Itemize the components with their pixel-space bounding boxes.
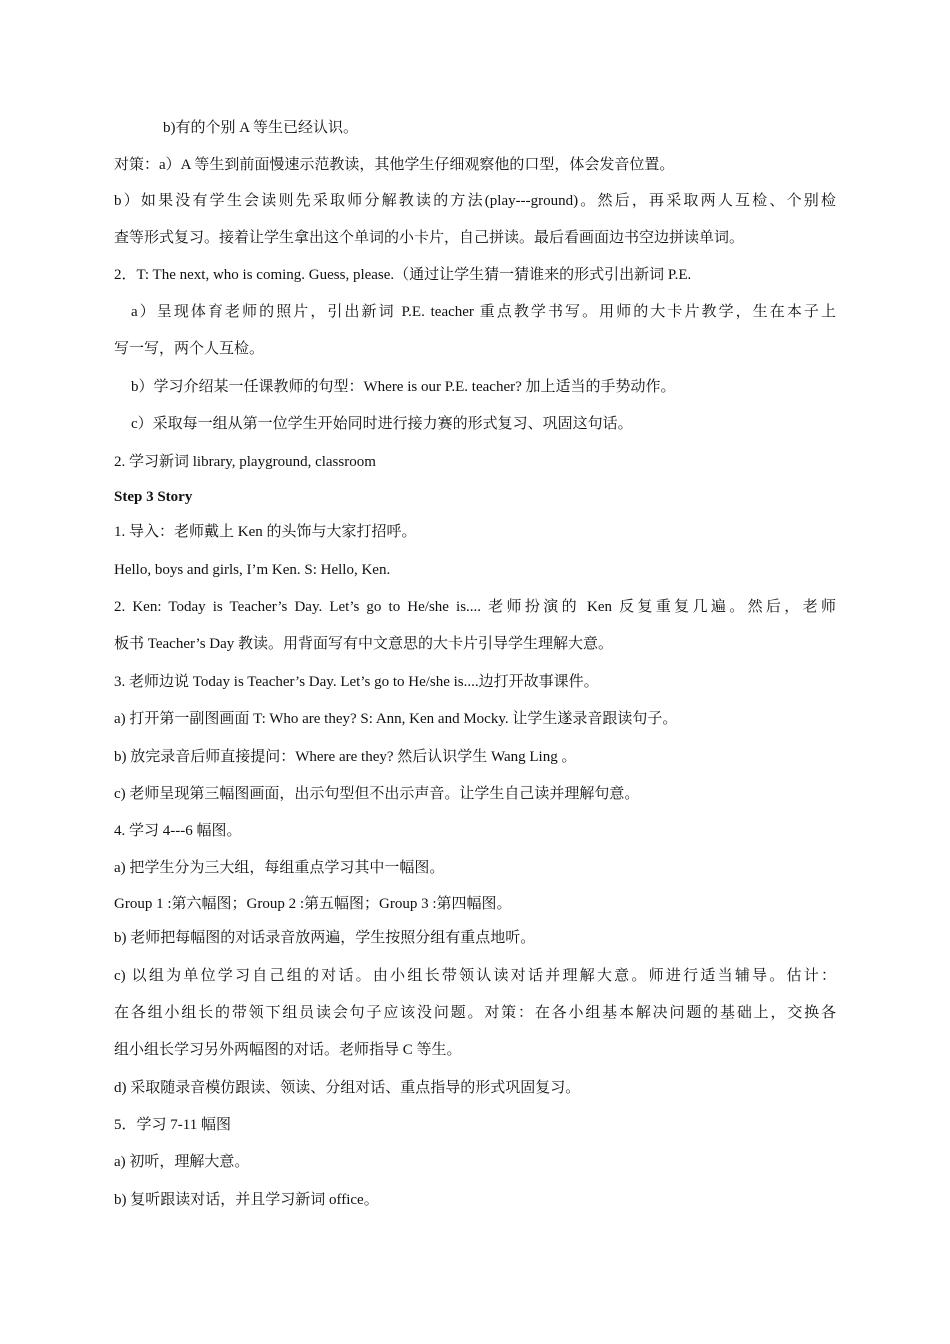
- text-line: a) 初听，理解大意。: [114, 1154, 250, 1170]
- text-line: b) 放完录音后师直接提问：Where are they? 然后认识学生 Wang Ling 。: [114, 749, 577, 765]
- text-line: 4. 学习 4---6 幅图。: [114, 823, 242, 839]
- text-line: b) 复听跟读对话，并且学习新词 office。: [114, 1192, 379, 1208]
- text-line: c）采取每一组从第一位学生开始同时进行接力赛的形式复习、巩固这句话。: [131, 416, 633, 432]
- text-line: b) 老师把每幅图的对话录音放两遍，学生按照分组有重点地听。: [114, 930, 536, 946]
- text-line: c) 以组为单位学习自己组的对话。由小组长带领认读对话并理解大意。师进行适当辅导。估计：: [114, 968, 836, 984]
- text-line: 3. 老师边说 Today is Teacher’s Day. Let’s go to He/she is....边打开故事课件。: [114, 674, 599, 690]
- text-line: 5．学习 7-11 幅图: [114, 1117, 231, 1133]
- text-line: Hello, boys and girls, I’m Ken. S: Hello, Ken.: [114, 562, 391, 578]
- text-line: b）学习介绍某一任课教师的句型：Where is our P.E. teacher? 加上适当的手势动作。: [131, 379, 676, 395]
- section-heading: Step 3 Story: [114, 489, 193, 505]
- text-line: a) 把学生分为三大组，每组重点学习其中一幅图。: [114, 860, 445, 876]
- text-line: d) 采取随录音模仿跟读、领读、分组对话、重点指导的形式巩固复习。: [114, 1080, 581, 1096]
- text-line: 2. 学习新词 library, playground, classroom: [114, 454, 376, 470]
- text-line: b)有的个别 A 等生已经认识。: [163, 120, 359, 136]
- text-line: 1. 导入：老师戴上 Ken 的头饰与大家打招呼。: [114, 524, 417, 540]
- text-line: a) 打开第一副图画面 T: Who are they? S: Ann, Ken and Mocky. 让学生遂录音跟读句子。: [114, 711, 678, 727]
- text-line: 2．T: The next, who is coming. Guess, please.（通过让学生猜一猜谁来的形式引出新词 P.E.: [114, 267, 692, 283]
- text-line: 板书 Teacher’s Day 教读。用背面写有中文意思的大卡片引导学生理解大意。: [114, 636, 614, 652]
- text-line: 组小组长学习另外两幅图的对话。老师指导 C 等生。: [114, 1042, 462, 1058]
- text-line: 在各组小组长的带领下组员读会句子应该没问题。对策：在各小组基本解决问题的基础上，交换各: [114, 1005, 836, 1021]
- text-line: 2. Ken: Today is Teacher’s Day. Let’s go to He/she is.... 老师扮演的 Ken 反复重复几遍。然后，老师: [114, 599, 836, 615]
- text-line: a）呈现体育老师的照片，引出新词 P.E. teacher 重点教学书写。用师的大卡片教学，生在本子上: [131, 304, 836, 320]
- text-line: c) 老师呈现第三幅图画面，出示句型但不出示声音。让学生自己读并理解句意。: [114, 786, 640, 802]
- text-line: 查等形式复习。接着让学生拿出这个单词的小卡片，自己拼读。最后看画面边书空边拼读单词。: [114, 230, 745, 246]
- text-line: b）如果没有学生会读则先采取师分解教读的方法(play---ground)。然后，再采取两人互检、个别检: [114, 193, 836, 209]
- text-line: 对策：a）A 等生到前面慢速示范教读，其他学生仔细观察他的口型，体会发音位置。: [114, 157, 675, 173]
- text-line: 写一写，两个人互检。: [114, 341, 265, 357]
- text-line: Group 1 :第六幅图；Group 2 :第五幅图；Group 3 :第四幅图。: [114, 896, 512, 912]
